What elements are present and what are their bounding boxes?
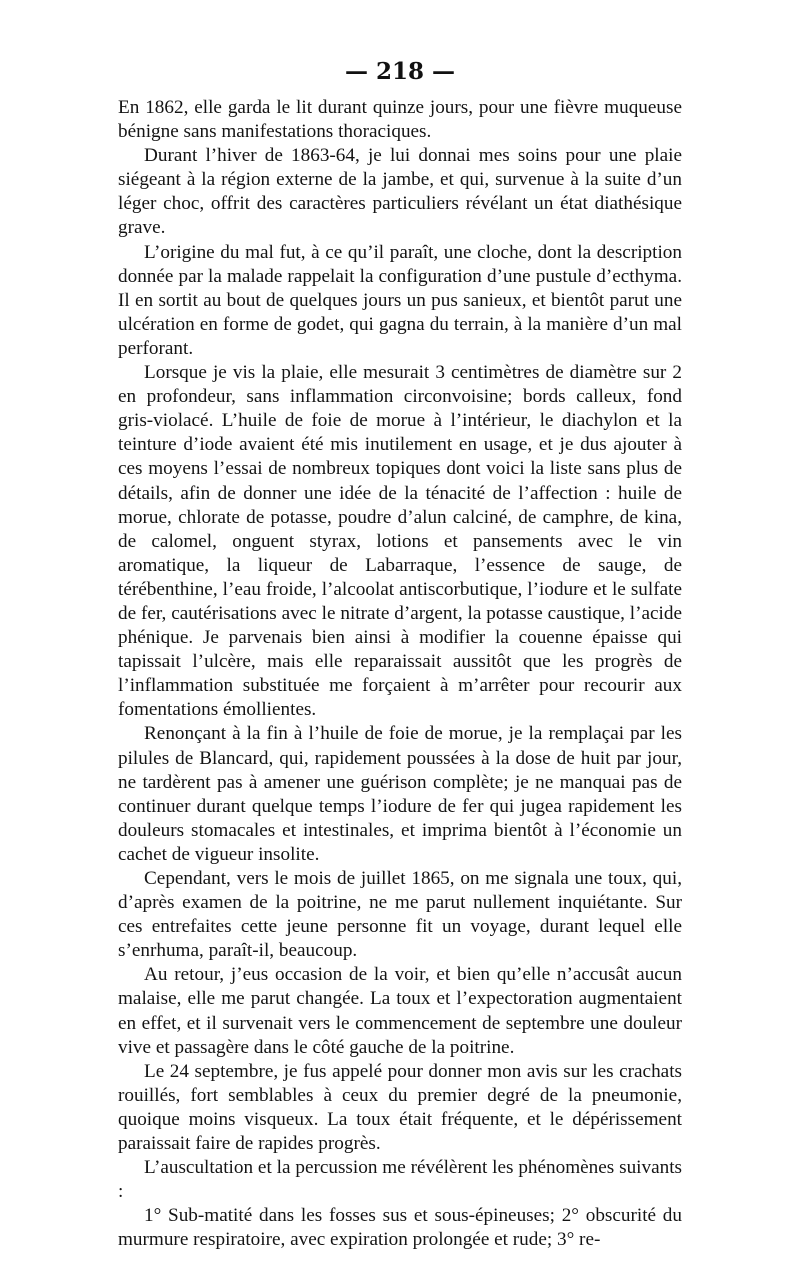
page-number: — 218 — bbox=[344, 58, 456, 85]
paragraph: Au retour, j’eus occasion de la voir, et bien qu’elle n’accusât aucun malaise, elle me parut changée. La toux et l’expectoration augmentaient en effet, et il survenait vers le commencement de septembre une douleur vive et passagère dans le côté gauche de la poitrine. bbox=[118, 964, 682, 1058]
paragraph: Le 24 septembre, je fus appelé pour donner mon avis sur les crachats rouillés, fort semblables à ceux du premier degré de la pneumonie, quoique moins visqueux. La toux était fréquente, et le dépérissement paraissait faire de rapides progrès. bbox=[118, 1060, 682, 1155]
paragraph: Lorsque je vis la plaie, elle mesurait 3 centimètres de diamètre sur 2 en profondeur, sans inflammation circonvoisine; bords calleux, fond gris-violacé. L’huile de foie de morue à l’intérieur, le diachylon et la teinture d’iode avaient été mis inutilement en usage, et je dus ajouter à ces moyens l’essai de nombreux topiques dont voici la liste sans plus de détails, afin de donner une idée de la ténacité de l’affection : huile de morue, chlorate de potasse, poudre d’alun calciné, de camphre, de kina, de calomel, onguent styrax, lotions et pansements avec le vin aromatique, la liqueur de Labarraque, l’essence de sauge, de térébenthine, l’eau froide, l’alcoolat antiscorbutique, l’iodure et le sulfate de fer, cautérisations avec le nitrate d’argent, la potasse caustique, l’acide phénique. Je parvenais bien ainsi à modifier la couenne épaisse qui tapissait l’ulcère, mais elle reparaissait aussitôt que les progrès de l’inflammation substituée me forçaient à m’arrêter pour recourir aux fomentations émollientes. bbox=[118, 362, 682, 721]
paragraph: L’origine du mal fut, à ce qu’il paraît, une cloche, dont la description donnée par la malade rappelait la configuration d’une pustule d’ecthyma. Il en sortit au bout de quelques jours un pus sanieux, et bientôt parut une ulcération en forme de godet, qui gagna du terrain, à la manière d’un mal perforant. bbox=[118, 241, 682, 359]
paragraph: L’auscultation et la percussion me révélèrent les phénomènes suivants : bbox=[118, 1157, 682, 1203]
paragraph: En 1862, elle garda le lit durant quinze jours, pour une fièvre muqueuse bénigne sans manifestations thoraciques. bbox=[118, 97, 682, 143]
body-text bbox=[118, 96, 682, 1253]
paragraph: Durant l’hiver de 1863-64, je lui donnai mes soins pour une plaie siégeant à la région externe de la jambe, et qui, survenue à la suite d’un léger choc, offrit des caractères particuliers révélant un état diathésique grave. bbox=[118, 145, 682, 239]
paragraph: Renonçant à la fin à l’huile de foie de morue, je la remplaçai par les pilules de Blancard, qui, rapidement poussées à la dose de huit par jour, ne tardèrent pas à amener une guérison complète; je ne manquai pas de continuer durant quelque temps l’iodure de fer qui jugea rapidement les douleurs stomacales et intestinales, et imprima bientôt à l’économie un cachet de vigueur insolite. bbox=[118, 723, 682, 865]
paragraph: Cependant, vers le mois de juillet 1865, on me signala une toux, qui, d’après examen de la poitrine, ne me parut nullement inquiétante. Sur ces entrefaites cette jeune personne fit un voyage, durant lequel elle s’enrhuma, paraît-il, beaucoup. bbox=[118, 868, 682, 962]
paragraph: 1° Sub-matité dans les fosses sus et sous-épineuses; 2° obscurité du murmure respiratoire, avec expiration prolongée et rude; 3° re- bbox=[118, 1205, 682, 1251]
